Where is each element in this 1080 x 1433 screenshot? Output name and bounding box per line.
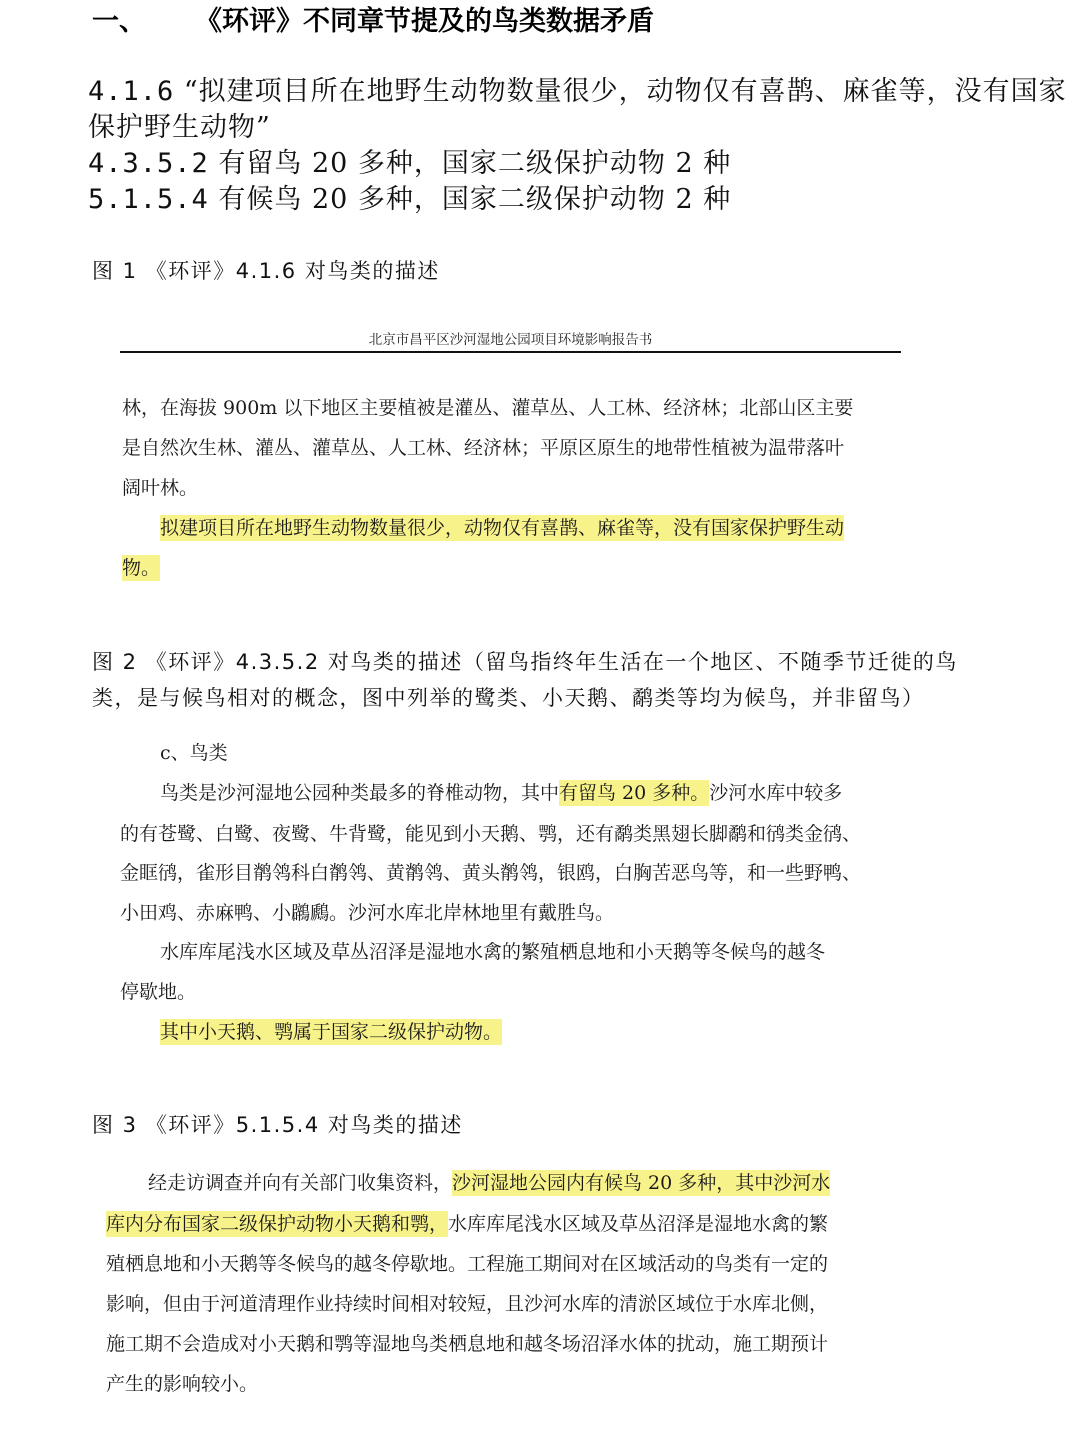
scan-line: 是自然次生林、灌丛、灌草丛、人工林、经济林；平原区原生的地带性植被为温带落叶	[122, 437, 845, 459]
highlight-text: 其中小天鹅、鹗属于国家二级保护动物。	[160, 1021, 503, 1043]
scan-line: 的有苍鹭、白鹭、夜鹭、牛背鹭，能见到小天鹅、鹗，还有鹬类黑翅长脚鹬和鸻类金鸻、	[120, 823, 862, 845]
summary-text: 保护野生动物”	[88, 112, 271, 143]
highlighted-line	[122, 548, 160, 588]
section-title: 《环评》不同章节提及的鸟类数据矛盾	[195, 6, 654, 37]
scan-line: 影响，但由于河道清理作业持续时间相对较短，且沙河水库的清淤区域位于水库北侧，	[106, 1293, 829, 1315]
scan-text: 鸟类是沙河湿地公园种类最多的脊椎动物，其中	[160, 782, 560, 804]
highlight-text: 沙河湿地公园内有候鸟 20 多种，其中沙河水	[452, 1172, 831, 1194]
figure-1-caption: 图 1 《环评》4.1.6 对鸟类的描述	[92, 259, 440, 283]
summary-code: 4.1.6	[88, 76, 175, 107]
highlight-text: 库内分布国家二级保护动物小天鹅和鹗，	[106, 1213, 449, 1235]
scan-line: 小田鸡、赤麻鸭、小鸊鷉。沙河水库北岸林地里有戴胜鸟。	[120, 902, 615, 924]
scan-line	[148, 1163, 830, 1203]
scan-line: 阔叶林。	[122, 477, 199, 499]
figure-3-caption: 图 3 《环评》5.1.5.4 对鸟类的描述	[92, 1113, 463, 1137]
summary-code: 5.1.5.4	[88, 184, 209, 215]
section-heading	[92, 2, 654, 42]
scan-line: 殖栖息地和小天鹅等冬候鸟的越冬停歇地。工程施工期间对在区域活动的鸟类有一定的	[106, 1253, 829, 1275]
scan-text: 经走访调查并向有关部门收集资料，	[148, 1172, 453, 1194]
summary-code: 4.3.5.2	[88, 148, 209, 179]
scan-line	[160, 773, 842, 813]
scan-line: 施工期不会造成对小天鹅和鹗等湿地鸟类栖息地和越冬场沼泽水体的扰动，施工期预计	[106, 1333, 829, 1355]
section-number: 一、	[92, 6, 146, 37]
scan-line: 产生的影响较小。	[106, 1373, 259, 1395]
summary-line-2	[88, 110, 271, 146]
summary-line-3	[88, 146, 731, 182]
scan-line: 停歇地。	[120, 981, 197, 1003]
figure-2-caption-line-1: 图 2 《环评》4.3.5.2 对鸟类的描述（留鸟指终年生活在一个地区、不随季节迁徙的鸟	[92, 650, 958, 674]
highlight-text: 有留鸟 20 多种。	[559, 782, 710, 804]
highlighted-line	[160, 1012, 502, 1052]
summary-text: 有留鸟 20 多种，国家二级保护动物 2 种	[208, 148, 732, 179]
scan-line: 林，在海拔 900m 以下地区主要植被是灌丛、灌草丛、人工林、经济林；北部山区主要	[122, 397, 854, 419]
scan-line: 水库库尾浅水区域及草丛沼泽是湿地水禽的繁殖栖息地和小天鹅等冬候鸟的越冬	[160, 941, 826, 963]
scan-text: 沙河水库中较多	[709, 782, 843, 804]
figure-2-caption-line-2: 类，是与候鸟相对的概念，图中列举的鹭类、小天鹅、鹬类等均为候鸟，并非留鸟）	[92, 686, 925, 710]
section-subtitle: c、鸟类	[160, 742, 228, 764]
highlighted-line	[160, 508, 844, 548]
highlight-text: 物。	[122, 557, 161, 579]
summary-text: 有候鸟 20 多种，国家二级保护动物 2 种	[208, 184, 732, 215]
summary-line-1	[88, 74, 1067, 110]
highlight-text: 拟建项目所在地野生动物数量很少，动物仅有喜鹊、麻雀等，没有国家保护野生动	[160, 517, 845, 539]
scan-text: 水库库尾浅水区域及草丛沼泽是湿地水禽的繁	[448, 1213, 829, 1235]
scan-line	[106, 1204, 828, 1244]
scan-line: 金眶鸻，雀形目鹡鸰科白鹡鸰、黄鹡鸰、黄头鹡鸰，银鸥，白胸苦恶鸟等，和一些野鸭、	[120, 862, 862, 884]
report-header: 北京市昌平区沙河湿地公园项目环境影响报告书	[368, 332, 653, 348]
report-header-rule	[120, 351, 901, 353]
summary-line-4	[88, 182, 731, 218]
summary-text: “拟建项目所在地野生动物数量很少，动物仅有喜鹊、麻雀等，没有国家	[174, 76, 1067, 107]
